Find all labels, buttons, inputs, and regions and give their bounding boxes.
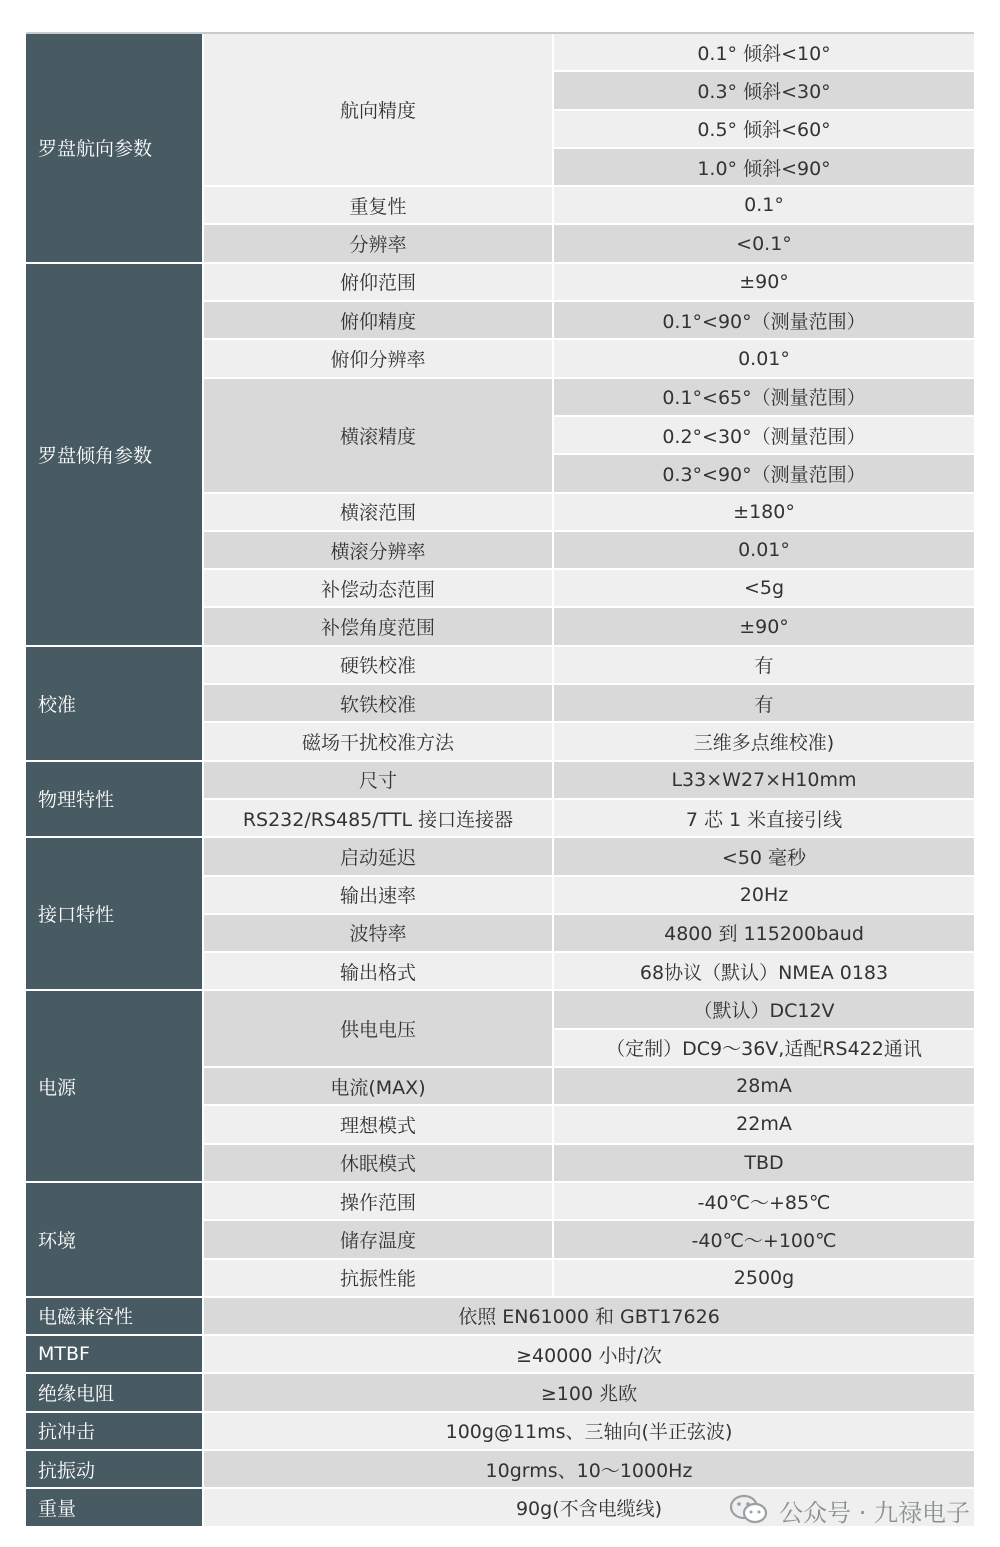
parameter-value: TBD bbox=[554, 1145, 974, 1183]
parameter-label: 休眠模式 bbox=[204, 1145, 554, 1183]
category-cell: 接口特性 bbox=[26, 838, 204, 991]
category-cell: 电磁兼容性 bbox=[26, 1298, 204, 1336]
parameter-label: 分辨率 bbox=[204, 225, 554, 263]
parameter-value: 68协议（默认）NMEA 0183 bbox=[554, 953, 974, 991]
parameter-label: 软铁校准 bbox=[204, 685, 554, 723]
parameter-label: 横滚范围 bbox=[204, 494, 554, 532]
table-row bbox=[26, 264, 974, 302]
parameter-value: 10grms、10～1000Hz bbox=[204, 1451, 974, 1489]
parameter-label: 重复性 bbox=[204, 187, 554, 225]
parameter-value: 0.1°<65°（测量范围） bbox=[554, 379, 974, 417]
parameter-value: <0.1° bbox=[554, 225, 974, 263]
table-row bbox=[26, 991, 974, 1029]
watermark-text: 公众号 · 九禄电子 bbox=[779, 1498, 970, 1527]
table-row bbox=[26, 1183, 974, 1221]
parameter-label: 磁场干扰校准方法 bbox=[204, 723, 554, 761]
parameter-label: 抗振性能 bbox=[204, 1260, 554, 1298]
parameter-label: 输出格式 bbox=[204, 953, 554, 991]
parameter-value: 22mA bbox=[554, 1106, 974, 1144]
parameter-value: ±180° bbox=[554, 494, 974, 532]
parameter-value: 2500g bbox=[554, 1260, 974, 1298]
parameter-value: 依照 EN61000 和 GBT17626 bbox=[204, 1298, 974, 1336]
table-row bbox=[26, 1413, 974, 1451]
parameter-value: 0.1° bbox=[554, 187, 974, 225]
category-cell: 重量 bbox=[26, 1489, 204, 1525]
watermark bbox=[729, 1490, 970, 1530]
category-cell: 罗盘航向参数 bbox=[26, 34, 204, 264]
parameter-value: 4800 到 115200baud bbox=[554, 915, 974, 953]
parameter-label: 俯仰精度 bbox=[204, 302, 554, 340]
parameter-value: ≥100 兆欧 bbox=[204, 1374, 974, 1412]
parameter-label: 补偿动态范围 bbox=[204, 570, 554, 608]
parameter-label: 横滚精度 bbox=[204, 379, 554, 494]
table-row bbox=[26, 1374, 974, 1412]
parameter-value: <5g bbox=[554, 570, 974, 608]
category-cell: 电源 bbox=[26, 991, 204, 1182]
table-row bbox=[26, 647, 974, 685]
parameter-value: <50 毫秒 bbox=[554, 838, 974, 876]
wechat-icon bbox=[729, 1494, 769, 1526]
parameter-value: L33×W27×H10mm bbox=[554, 762, 974, 800]
parameter-value: 0.2°<30°（测量范围） bbox=[554, 417, 974, 455]
parameter-label: RS232/RS485/TTL 接口连接器 bbox=[204, 800, 554, 838]
parameter-label: 启动延迟 bbox=[204, 838, 554, 876]
table-row bbox=[26, 1298, 974, 1336]
table-row bbox=[26, 762, 974, 800]
parameter-value: 0.01° bbox=[554, 532, 974, 570]
parameter-label: 理想模式 bbox=[204, 1106, 554, 1144]
category-cell: 抗振动 bbox=[26, 1451, 204, 1489]
parameter-value: 20Hz bbox=[554, 877, 974, 915]
parameter-value: 90g(不含电缆线) bbox=[204, 1489, 974, 1525]
category-cell: 抗冲击 bbox=[26, 1413, 204, 1451]
parameter-label: 尺寸 bbox=[204, 762, 554, 800]
parameter-label: 航向精度 bbox=[204, 34, 554, 187]
category-cell: 罗盘倾角参数 bbox=[26, 264, 204, 647]
table-row bbox=[26, 34, 974, 72]
table-row bbox=[26, 1336, 974, 1374]
parameter-label: 横滚分辨率 bbox=[204, 532, 554, 570]
parameter-value: 0.5° 倾斜<60° bbox=[554, 111, 974, 149]
parameter-value: 0.1°<90°（测量范围） bbox=[554, 302, 974, 340]
parameter-value: 1.0° 倾斜<90° bbox=[554, 149, 974, 187]
parameter-value: -40℃～+85℃ bbox=[554, 1183, 974, 1221]
parameter-label: 俯仰范围 bbox=[204, 264, 554, 302]
parameter-value: 0.3° 倾斜<30° bbox=[554, 72, 974, 110]
parameter-value: 7 芯 1 米直接引线 bbox=[554, 800, 974, 838]
parameter-label: 补偿角度范围 bbox=[204, 608, 554, 646]
parameter-label: 电流(MAX) bbox=[204, 1068, 554, 1106]
parameter-value: 三维多点维校准) bbox=[554, 723, 974, 761]
parameter-value: ≥40000 小时/次 bbox=[204, 1336, 974, 1374]
category-cell: MTBF bbox=[26, 1336, 204, 1374]
parameter-label: 储存温度 bbox=[204, 1221, 554, 1259]
category-cell: 绝缘电阻 bbox=[26, 1374, 204, 1412]
table-row bbox=[26, 1451, 974, 1489]
parameter-value: （定制）DC9～36V,适配RS422通讯 bbox=[554, 1030, 974, 1068]
parameter-value: （默认）DC12V bbox=[554, 991, 974, 1029]
parameter-value: 有 bbox=[554, 647, 974, 685]
parameter-label: 硬铁校准 bbox=[204, 647, 554, 685]
spec-table bbox=[26, 32, 974, 1526]
parameter-value: ±90° bbox=[554, 264, 974, 302]
table-row bbox=[26, 838, 974, 876]
parameter-label: 波特率 bbox=[204, 915, 554, 953]
parameter-value: 100g@11ms、三轴向(半正弦波) bbox=[204, 1413, 974, 1451]
category-cell: 物理特性 bbox=[26, 762, 204, 839]
parameter-label: 操作范围 bbox=[204, 1183, 554, 1221]
category-cell: 校准 bbox=[26, 647, 204, 762]
parameter-label: 供电电压 bbox=[204, 991, 554, 1068]
parameter-value: 有 bbox=[554, 685, 974, 723]
parameter-value: 0.01° bbox=[554, 340, 974, 378]
parameter-value: 0.3°<90°（测量范围） bbox=[554, 455, 974, 493]
parameter-label: 输出速率 bbox=[204, 877, 554, 915]
parameter-value: 0.1° 倾斜<10° bbox=[554, 34, 974, 72]
parameter-value: -40℃～+100℃ bbox=[554, 1221, 974, 1259]
parameter-value: ±90° bbox=[554, 608, 974, 646]
parameter-label: 俯仰分辨率 bbox=[204, 340, 554, 378]
parameter-value: 28mA bbox=[554, 1068, 974, 1106]
spec-table-body bbox=[26, 34, 974, 1526]
category-cell: 环境 bbox=[26, 1183, 204, 1298]
